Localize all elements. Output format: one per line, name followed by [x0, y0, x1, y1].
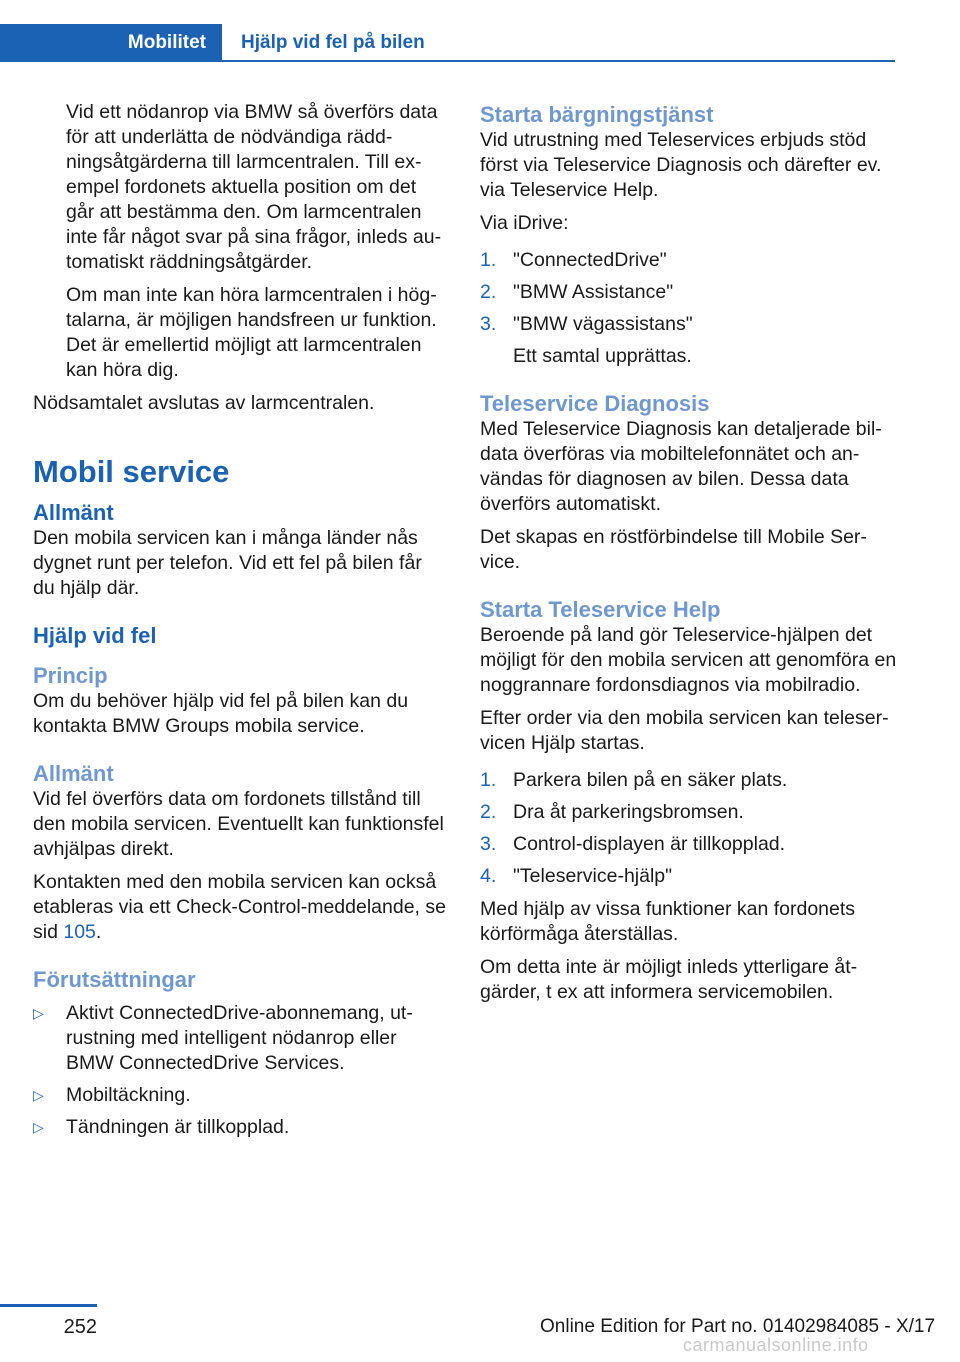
step-number: 1. [480, 249, 497, 271]
paragraph-teleservice-help: Beroende på land gör Teleservice-hjälpen det möjligt för den mobila servicen att genomföra en noggrannare fordonsdiagnos via mobilradio. [480, 624, 897, 696]
triangle-bullet-icon: ▷ [33, 1005, 44, 1021]
heading-hjalp-vid-fel: Hjälp vid fel [33, 623, 157, 648]
step-number: 3. [480, 313, 497, 335]
step-number: 1. [480, 769, 497, 791]
list-item [480, 280, 898, 305]
heading-teleservice-diagnosis: Teleservice Diagnosis [480, 391, 710, 416]
check-control-end: . [95, 921, 102, 943]
step-text: Control-displayen är tillkopplad. [513, 833, 786, 855]
page-number: 252 [63, 1316, 97, 1338]
heading-forutsattningar: Förutsättningar [33, 967, 196, 992]
step-number: 2. [480, 281, 497, 303]
list-item [480, 248, 898, 273]
left-column [33, 100, 448, 1148]
step-text: Dra åt parkeringsbromsen. [513, 801, 744, 823]
paragraph-data-transfer: Vid fel överförs data om fordonets tillstånd till den mobila servicen. Eventuellt kan funktionsfel avhjälpas direkt. [33, 788, 444, 860]
list-item [33, 1115, 448, 1140]
paragraph-mobile-service-general: Den mobila servicen kan i många länder nås dygnet runt per telefon. Vid ett fel på bilen får du hjälp där. [33, 527, 422, 599]
step-text: "Teleservice-hjälp" [513, 865, 673, 887]
breadcrumb[interactable]: Hjälp vid fel på bilen [241, 32, 425, 53]
right-column [480, 100, 898, 1013]
paragraph-emergency-data: Vid ett nödanrop via BMW så överförs data för att underlätta de nödvändiga räddningsåtgärderna till larmcentralen. Till exempel fordonets aktuella position om det går att bestämma den. Om larmcentralen inte får något svar på sina frågor, inleds automatiskt räddningsåtgärder. [66, 101, 442, 273]
paragraph-voice-connection: Det skapas en röstförbindelse till Mobile Service. [480, 526, 867, 573]
watermark: carmanualsonline.info [683, 1335, 869, 1355]
step-text: Parkera bilen på en säker plats. [513, 769, 788, 791]
header-rule [0, 60, 895, 62]
paragraph-handsfree: Om man inte kan höra larmcentralen i högtalarna, är möjligen handsfreen ur funktion. Det är emellertid möjligt att larmcentralen kan höra dig. [66, 284, 437, 381]
page-header [0, 24, 895, 62]
list-item [480, 312, 898, 369]
list-item [33, 1083, 448, 1108]
paragraph-check-control [33, 870, 448, 945]
list-item [480, 864, 898, 889]
footer-rule [0, 1304, 97, 1307]
paragraph-diagnosis: Med Teleservice Diagnosis kan detaljerade bildata överföras via mobiltelefonnätet och användas för diagnosen av bilen. Dessa data överförs automatiskt. [480, 418, 882, 515]
edition-text: Online Edition for Part no. 01402984085 - X/17 [540, 1316, 936, 1337]
step-text: "BMW Assistance" [513, 281, 674, 303]
bullet-text: Tändningen är tillkopplad. [66, 1116, 290, 1138]
step-number: 3. [480, 833, 497, 855]
requirements-list [33, 1001, 448, 1140]
heading-starta-bargningstjanst: Starta bärgningstjänst [480, 102, 714, 127]
bullet-text: Mobiltäckning. [66, 1084, 191, 1106]
list-item [480, 800, 898, 825]
heading-starta-teleservice-help: Starta Teleservice Help [480, 597, 721, 622]
step-text: "BMW vägassistans" [513, 313, 693, 335]
page-link-105[interactable]: 105 [63, 921, 96, 943]
list-item [480, 832, 898, 857]
heading-allmant: Allmänt [33, 500, 114, 525]
step-number: 2. [480, 801, 497, 823]
paragraph-further-measures: Om detta inte är möjligt inleds ytterligare åtgärder, t ex att informera servicemobilen. [480, 956, 858, 1003]
idrive-steps-list [480, 248, 898, 369]
paragraph-via-idrive: Via iDrive: [480, 212, 569, 234]
paragraph-teleservices: Vid utrustning med Teleservices erbjuds stöd först via Teleservice Diagnosis och därefter ev. via Teleservice Help. [480, 129, 882, 201]
heading-princip: Princip [33, 663, 108, 688]
help-steps-list [480, 768, 898, 889]
step-text: "ConnectedDrive" [513, 249, 667, 271]
triangle-bullet-icon: ▷ [33, 1119, 44, 1135]
triangle-bullet-icon: ▷ [33, 1087, 44, 1103]
paragraph-after-order: Efter order via den mobila servicen kan teleservicen Hjälp startas. [480, 707, 889, 754]
heading-mobil-service: Mobil service [33, 454, 230, 489]
list-item [480, 768, 898, 793]
list-item [33, 1001, 448, 1076]
paragraph-princip: Om du behöver hjälp vid fel på bilen kan du kontakta BMW Groups mobila service. [33, 690, 409, 737]
step-number: 4. [480, 865, 497, 887]
heading-allmant-2: Allmänt [33, 761, 114, 786]
bullet-text: Aktivt ConnectedDrive-abonnemang, utrustning med intelligent nödanrop eller BMW ConnectedDrive Services. [66, 1002, 413, 1074]
check-control-text: Kontakten med den mobila servicen kan också etableras via ett Check-Control-meddelande, se sid [33, 871, 446, 943]
paragraph-restore-driving: Med hjälp av vissa funktioner kan fordonets körförmåga återställas. [480, 898, 856, 945]
step-result: Ett samtal upprättas. [513, 345, 692, 367]
paragraph-call-ended: Nödsamtalet avslutas av larmcentralen. [33, 392, 375, 414]
section-tab-mobilitet[interactable]: Mobilitet [0, 24, 222, 62]
